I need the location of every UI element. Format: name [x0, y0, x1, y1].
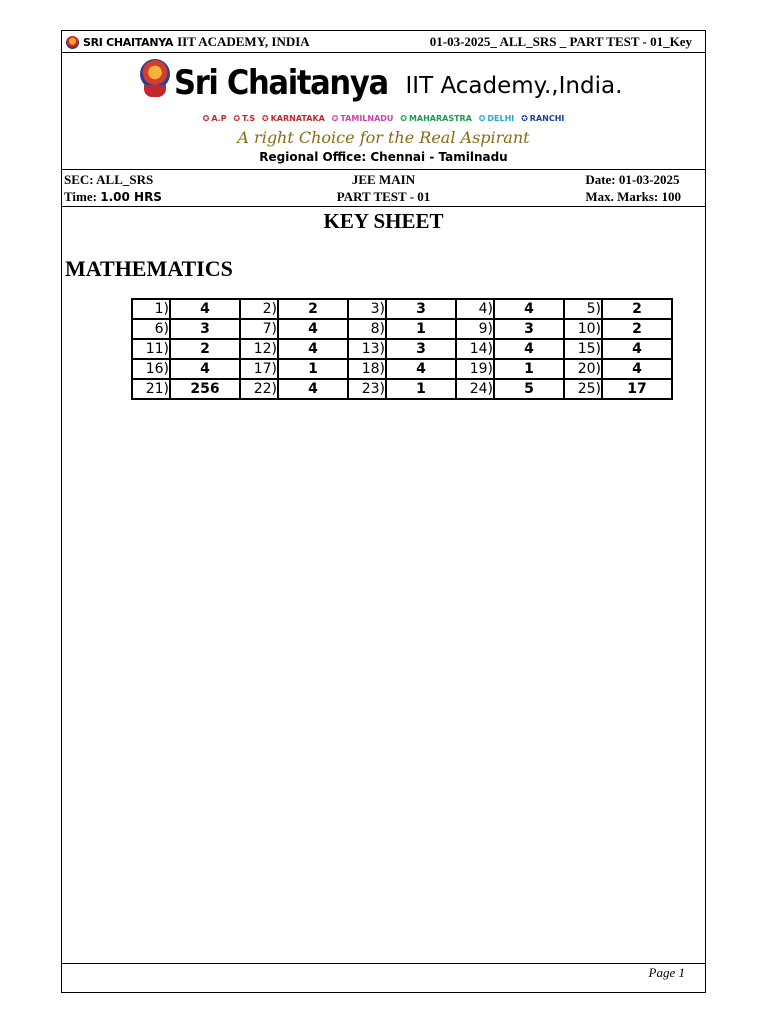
answer-value: 3	[386, 339, 456, 359]
flower-bullet-icon: ✪	[202, 114, 210, 123]
section-label: SEC: ALL_SRS	[64, 172, 154, 187]
brand-suffix: IIT Academy.,India.	[405, 73, 623, 99]
question-number: 2)	[240, 299, 278, 319]
question-number: 8)	[348, 319, 386, 339]
state-item: ✪ TAMILNADU	[331, 114, 394, 123]
question-number: 16)	[132, 359, 170, 379]
time-label: Time: 1.00 HRS	[64, 189, 162, 204]
question-number: 4)	[456, 299, 494, 319]
answer-value: 4	[602, 359, 672, 379]
answer-value: 4	[170, 359, 240, 379]
exam-info-block	[62, 169, 705, 207]
exam-name: JEE MAIN	[351, 172, 416, 187]
answer-value: 2	[170, 339, 240, 359]
state-item: ✪ A.P	[202, 114, 227, 123]
question-number: 19)	[456, 359, 494, 379]
state-item: ✪ T.S	[233, 114, 256, 123]
question-number: 18)	[348, 359, 386, 379]
exam-date: Date: 01-03-2025	[585, 172, 680, 187]
question-number: 21)	[132, 379, 170, 399]
question-number: 6)	[132, 319, 170, 339]
answer-value: 1	[494, 359, 564, 379]
flower-bullet-icon: ✪	[521, 114, 528, 123]
time-value: 1.00 HRS	[100, 190, 162, 204]
answer-value: 3	[170, 319, 240, 339]
flower-bullet-icon: ✪	[478, 114, 486, 123]
table-row	[132, 319, 672, 339]
answer-value: 2	[602, 319, 672, 339]
flower-bullet-icon: ✪	[331, 114, 339, 123]
question-number: 25)	[564, 379, 602, 399]
question-number: 17)	[240, 359, 278, 379]
question-number: 15)	[564, 339, 602, 359]
state-item: ✪ DELHI	[478, 114, 515, 123]
test-name: PART TEST - 01	[336, 189, 431, 204]
flower-bullet-icon: ✪	[233, 114, 241, 123]
answer-value: 4	[494, 299, 564, 319]
question-number: 22)	[240, 379, 278, 399]
header-brand-short: SRI CHAITANYA	[83, 35, 174, 49]
answer-value: 1	[386, 319, 456, 339]
institute-logo-block	[62, 53, 705, 169]
answer-key-table	[131, 298, 673, 400]
header-test-code: 01-03-2025_ ALL_SRS _ PART TEST - 01_Key	[429, 34, 692, 49]
info-right	[585, 171, 681, 205]
answer-value: 4	[386, 359, 456, 379]
answer-value: 4	[170, 299, 240, 319]
regional-office: Regional Office: Chennai - Tamilnadu	[259, 150, 508, 164]
answer-value: 4	[602, 339, 672, 359]
state-item: ✪ RANCHI	[521, 114, 565, 123]
question-number: 20)	[564, 359, 602, 379]
question-number: 1)	[132, 299, 170, 319]
answer-value: 3	[494, 319, 564, 339]
institute-emblem-icon	[140, 59, 170, 99]
question-number: 14)	[456, 339, 494, 359]
tagline: A right Choice for the Real Aspirant	[237, 128, 530, 147]
answer-value: 2	[602, 299, 672, 319]
question-number: 10)	[564, 319, 602, 339]
footer-divider	[62, 963, 705, 964]
subject-heading: MATHEMATICS	[65, 256, 233, 281]
question-number: 12)	[240, 339, 278, 359]
answer-value: 256	[170, 379, 240, 399]
table-row	[132, 379, 672, 399]
answer-value: 4	[278, 379, 348, 399]
key-sheet-title: KEY SHEET	[323, 209, 444, 233]
question-number: 24)	[456, 379, 494, 399]
brand-row	[140, 63, 622, 103]
table-row	[132, 299, 672, 319]
answer-value: 3	[386, 299, 456, 319]
state-item: ✪ KARNATAKA	[261, 114, 325, 123]
question-number: 7)	[240, 319, 278, 339]
page-number: Page 1	[648, 965, 685, 980]
answer-value: 4	[278, 319, 348, 339]
table-row	[132, 359, 672, 379]
answer-value: 1	[386, 379, 456, 399]
question-number: 5)	[564, 299, 602, 319]
brand-name: Sri Chaitanya	[174, 63, 388, 103]
table-row	[132, 339, 672, 359]
question-number: 3)	[348, 299, 386, 319]
answer-value: 1	[278, 359, 348, 379]
flower-bullet-icon: ✪	[261, 114, 269, 123]
document-page	[61, 30, 706, 993]
header-brand-rest: IIT ACADEMY, INDIA	[177, 34, 310, 49]
answer-value: 4	[494, 339, 564, 359]
answer-value: 2	[278, 299, 348, 319]
question-number: 11)	[132, 339, 170, 359]
answer-value: 17	[602, 379, 672, 399]
flower-bullet-icon: ✪	[400, 114, 407, 123]
header-brand	[66, 34, 310, 50]
sri-chaitanya-logo-icon	[66, 36, 79, 49]
question-number: 13)	[348, 339, 386, 359]
running-header	[62, 31, 705, 53]
max-marks: Max. Marks: 100	[585, 189, 681, 204]
question-number: 9)	[456, 319, 494, 339]
states-list	[62, 114, 705, 123]
state-item: ✪ MAHARASTRA	[400, 114, 472, 123]
answer-value: 5	[494, 379, 564, 399]
answer-value: 4	[278, 339, 348, 359]
question-number: 23)	[348, 379, 386, 399]
